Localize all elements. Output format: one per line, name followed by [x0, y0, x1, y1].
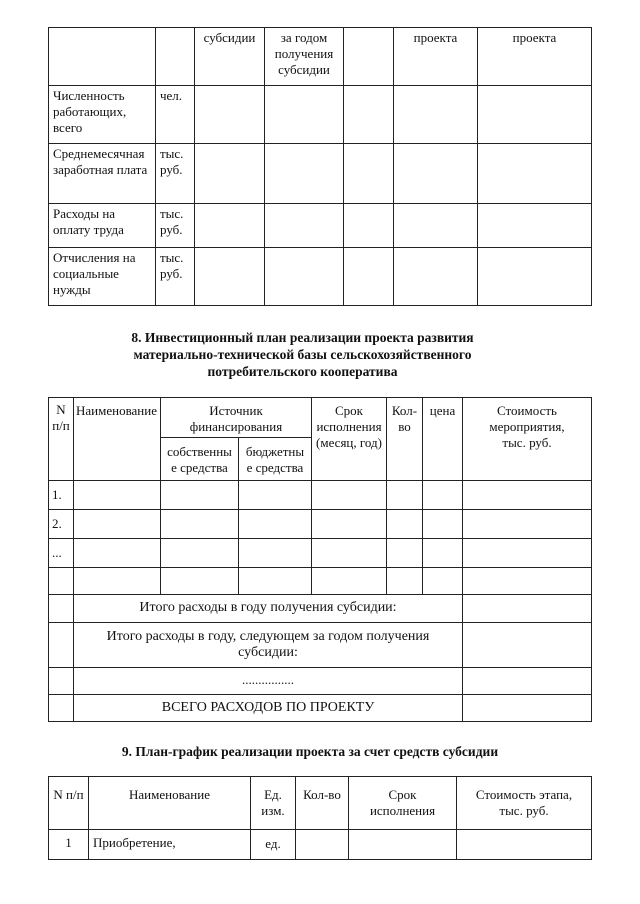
- header-source: Источник финансирования: [161, 398, 312, 438]
- table-header-row: [49, 398, 592, 438]
- table-row: [49, 144, 592, 204]
- table-row: [49, 204, 592, 248]
- header-term: Срок исполнения (месяц, год): [312, 398, 387, 481]
- header-price: цена: [423, 398, 463, 481]
- row-number: 1.: [49, 481, 74, 510]
- indicator-name: Численность работающих, всего: [49, 86, 156, 144]
- indicator-unit: тыс. руб.: [156, 248, 195, 306]
- header-cell: за годом получения субсидии: [265, 28, 344, 86]
- total-row: [49, 668, 592, 695]
- header-num: N п/п: [49, 777, 89, 830]
- grand-total-label: ВСЕГО РАСХОДОВ ПО ПРОЕКТУ: [74, 695, 463, 722]
- total-next-year-label: Итого расходы в году, следующем за годом получения субсидии:: [74, 623, 463, 668]
- header-budget-funds: бюджетны е средства: [239, 438, 312, 481]
- table-row: [49, 248, 592, 306]
- table-indicators: [48, 27, 592, 306]
- section-8-title: 8. Инвестиционный план реализации проекта развития материально-технической базы сельскохозяйственного потребительского кооператива: [131, 330, 474, 379]
- indicator-unit: тыс. руб.: [156, 144, 195, 204]
- header-cost: Стоимость мероприятия, тыс. руб.: [463, 398, 592, 481]
- header-cell: проекта: [478, 28, 592, 86]
- header-name: Наименование: [89, 777, 251, 830]
- section-9-title: 9. План-график реализации проекта за счет средств субсидии: [121, 744, 499, 759]
- indicator-name: Расходы на оплату труда: [49, 204, 156, 248]
- header-cell: [156, 28, 195, 86]
- row-unit: ед.: [251, 830, 296, 860]
- header-unit: Ед. изм.: [251, 777, 296, 830]
- table-row: [49, 510, 592, 539]
- indicator-name: Отчисления на социальные нужды: [49, 248, 156, 306]
- table-row: [49, 539, 592, 568]
- investment-plan-table: [48, 397, 592, 722]
- schedule-table: [48, 776, 592, 860]
- table-row: [49, 481, 592, 510]
- table-row: [49, 568, 592, 595]
- table-header-row: [49, 777, 592, 830]
- total-row: [49, 695, 592, 722]
- header-qty: Кол-во: [296, 777, 349, 830]
- row-number: 1: [49, 830, 89, 860]
- total-row: [49, 623, 592, 668]
- header-num: N п/п: [49, 398, 74, 481]
- header-term: Срок исполнения: [349, 777, 457, 830]
- total-year-label: Итого расходы в году получения субсидии:: [74, 595, 463, 623]
- table-row: [49, 830, 592, 860]
- header-qty: Кол-во: [387, 398, 423, 481]
- row-name: Приобретение,: [89, 830, 251, 860]
- header-cost: Стоимость этапа, тыс. руб.: [457, 777, 592, 830]
- row-number: 2.: [49, 510, 74, 539]
- row-number: ...: [49, 539, 74, 568]
- table-header-row: [49, 28, 592, 86]
- header-cell: [344, 28, 394, 86]
- indicator-unit: тыс. руб.: [156, 204, 195, 248]
- table-row: [49, 86, 592, 144]
- dots-label: ................: [74, 668, 463, 695]
- indicator-unit: чел.: [156, 86, 195, 144]
- header-own-funds: собственны е средства: [161, 438, 239, 481]
- header-cell: [49, 28, 156, 86]
- row-number: [49, 568, 74, 595]
- indicator-name: Среднемесячная заработная плата: [49, 144, 156, 204]
- total-row: [49, 595, 592, 623]
- header-name: Наименование: [74, 398, 161, 481]
- header-cell: субсидии: [195, 28, 265, 86]
- header-cell: проекта: [394, 28, 478, 86]
